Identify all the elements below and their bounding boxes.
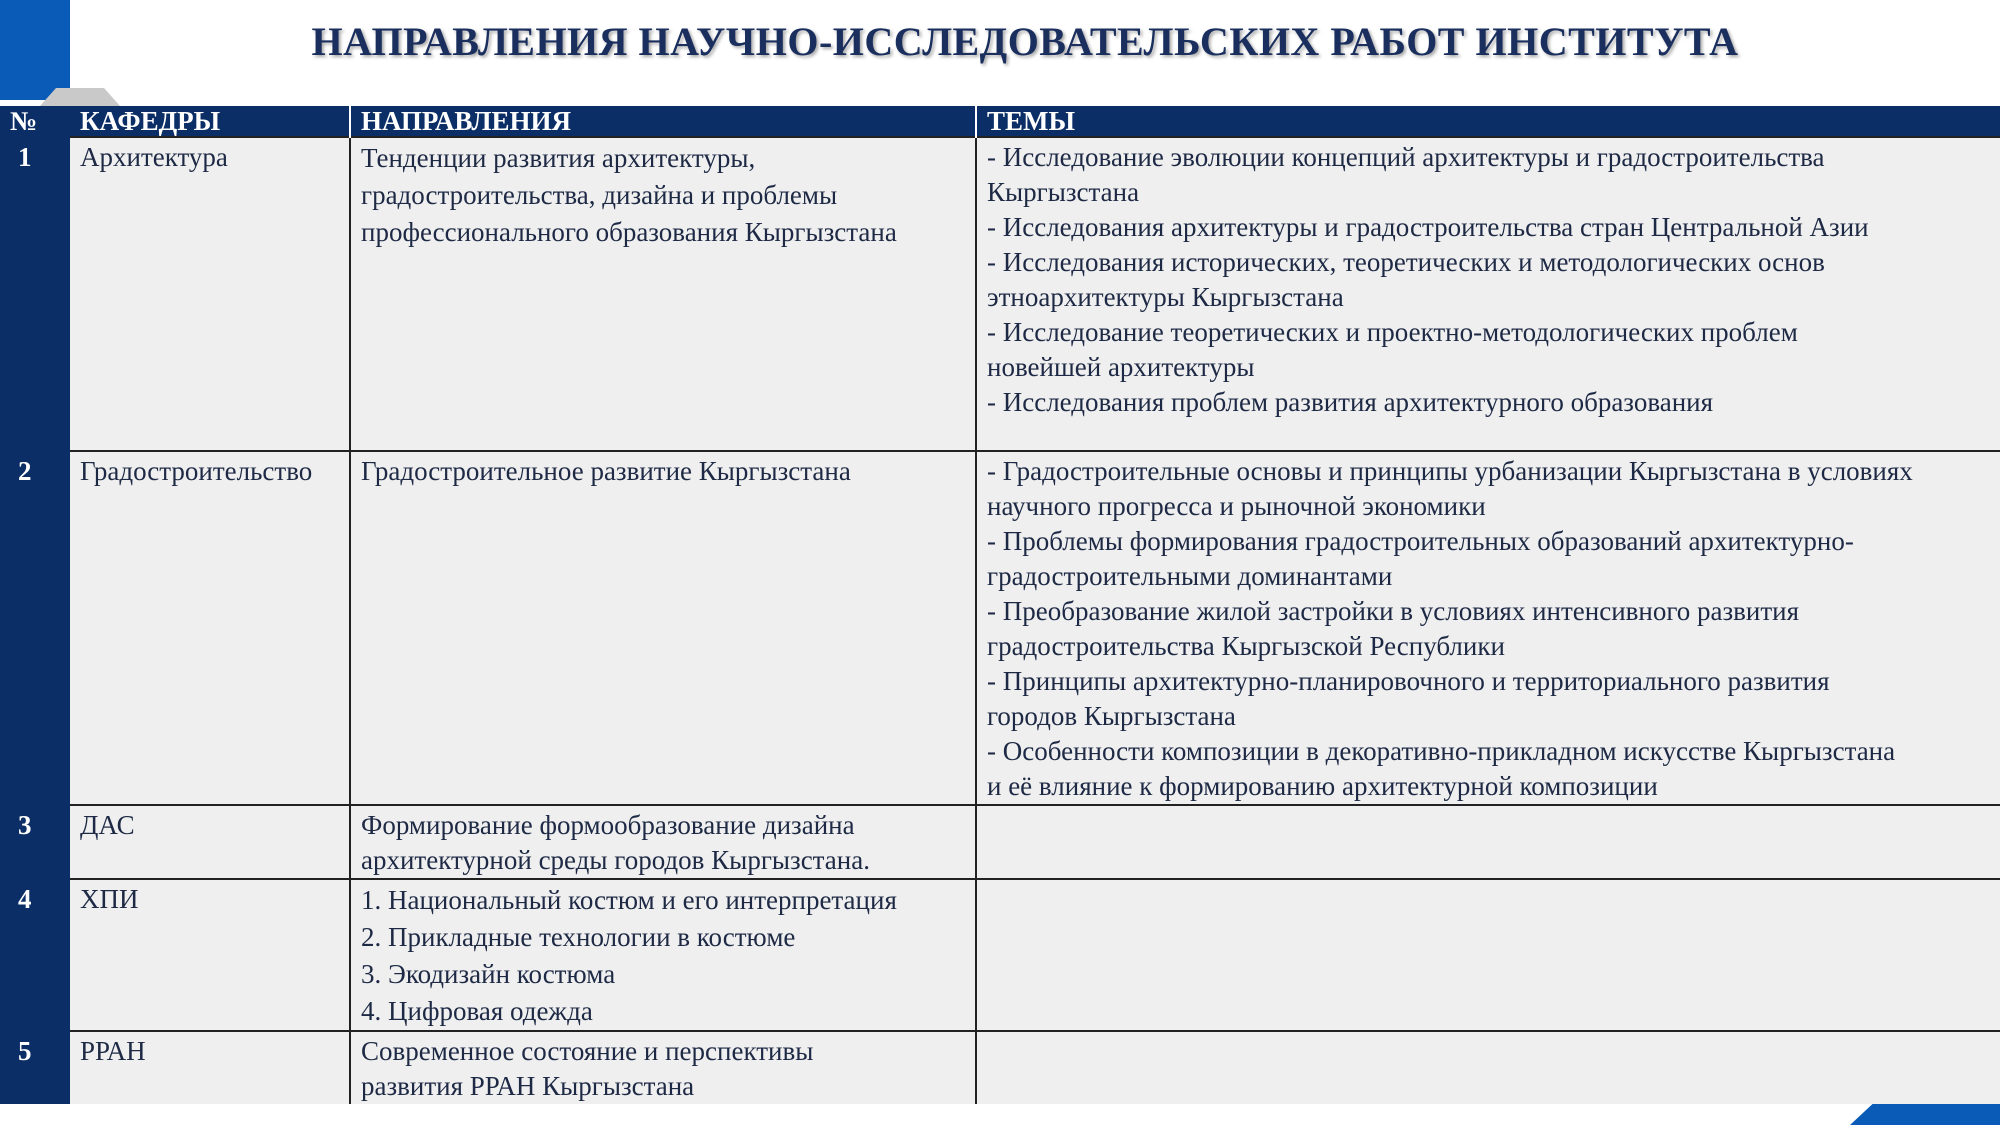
topic-line: новейшей архитектуры <box>987 352 1255 382</box>
topic-line: - Проблемы формирования градостроительных образований архитектурно- <box>987 526 1854 556</box>
topic-line: и её влияние к формированию архитектурной композиции <box>987 771 1658 801</box>
department-cell: РРАН <box>70 1031 350 1104</box>
table-row <box>0 1031 2000 1104</box>
topic-line: городов Кыргызстана <box>987 701 1236 731</box>
topic-line: Кыргызстана <box>987 177 1140 207</box>
table-row <box>0 137 2000 451</box>
column-header-departments: КАФЕДРЫ <box>70 106 350 137</box>
topic-line: градостроительными доминантами <box>987 561 1393 591</box>
row-number: 1 <box>0 137 70 451</box>
topic-line: научного прогресса и рыночной экономики <box>987 491 1486 521</box>
direction-line: Тенденции развития архитектуры, <box>361 143 756 173</box>
row-number: 2 <box>0 451 70 805</box>
department-cell: ХПИ <box>70 879 350 1031</box>
direction-line: Градостроительное развитие Кыргызстана <box>361 456 851 486</box>
table-row <box>0 451 2000 805</box>
direction-cell <box>350 451 976 805</box>
row-number: 3 <box>0 805 70 879</box>
topic-line: - Исследование эволюции концепций архитектуры и градостроительства <box>987 142 1825 172</box>
direction-line: архитектурной среды городов Кыргызстана. <box>361 845 870 875</box>
direction-cell <box>350 1031 976 1104</box>
topic-line: - Преобразование жилой застройки в условиях интенсивного развития <box>987 596 1800 626</box>
topic-line: - Исследование теоретических и проектно-методологических проблем <box>987 317 1798 347</box>
topic-line: - Градостроительные основы и принципы урбанизации Кыргызстана в условиях <box>987 456 1913 486</box>
topic-line: этноархитектуры Кыргызстана <box>987 282 1344 312</box>
table-row <box>0 879 2000 1031</box>
direction-line: 2. Прикладные технологии в костюме <box>361 922 796 952</box>
topic-line: - Исследования исторических, теоретических и методологических основ <box>987 247 1825 277</box>
topics-cell <box>976 879 2000 1031</box>
department-cell: ДАС <box>70 805 350 879</box>
page-title: НАПРАВЛЕНИЯ НАУЧНО-ИССЛЕДОВАТЕЛЬСКИХ РАБОТ ИНСТИТУТА <box>311 19 1739 64</box>
research-directions-table <box>0 106 2000 1104</box>
topics-cell <box>976 451 2000 805</box>
topic-line: - Принципы архитектурно-планировочного и территориального развития <box>987 666 1830 696</box>
direction-cell <box>350 805 976 879</box>
table-row <box>0 805 2000 879</box>
topic-line: - Особенности композиции в декоративно-прикладном искусстве Кыргызстана <box>987 736 1896 766</box>
row-number: 5 <box>0 1031 70 1104</box>
topics-cell <box>976 1031 2000 1104</box>
direction-line: 3. Экодизайн костюма <box>361 959 616 989</box>
direction-line: профессионального образования Кыргызстана <box>361 217 897 247</box>
table-header-row <box>0 106 2000 137</box>
direction-line: Формирование формообразование дизайна <box>361 810 855 840</box>
topic-line: - Исследования проблем развития архитектурного образования <box>987 387 1714 417</box>
column-header-number: № <box>0 106 70 137</box>
direction-line: 4. Цифровая одежда <box>361 996 593 1026</box>
department-cell: Градостроительство <box>70 451 350 805</box>
column-header-directions: НАПРАВЛЕНИЯ <box>350 106 976 137</box>
department-cell: Архитектура <box>70 137 350 451</box>
direction-cell <box>350 879 976 1031</box>
direction-line: 1. Национальный костюм и его интерпретация <box>361 885 897 915</box>
column-header-topics: ТЕМЫ <box>976 106 2000 137</box>
direction-cell <box>350 137 976 451</box>
topics-cell <box>976 805 2000 879</box>
row-number: 4 <box>0 879 70 1031</box>
direction-line: развития РРАН Кыргызстана <box>361 1071 695 1101</box>
topics-cell <box>976 137 2000 451</box>
topic-line: градостроительства Кыргызской Республики <box>987 631 1505 661</box>
topic-line: - Исследования архитектуры и градостроительства стран Центральной Азии <box>987 212 1869 242</box>
direction-line: градостроительства, дизайна и проблемы <box>361 180 838 210</box>
direction-line: Современное состояние и перспективы <box>361 1036 814 1066</box>
